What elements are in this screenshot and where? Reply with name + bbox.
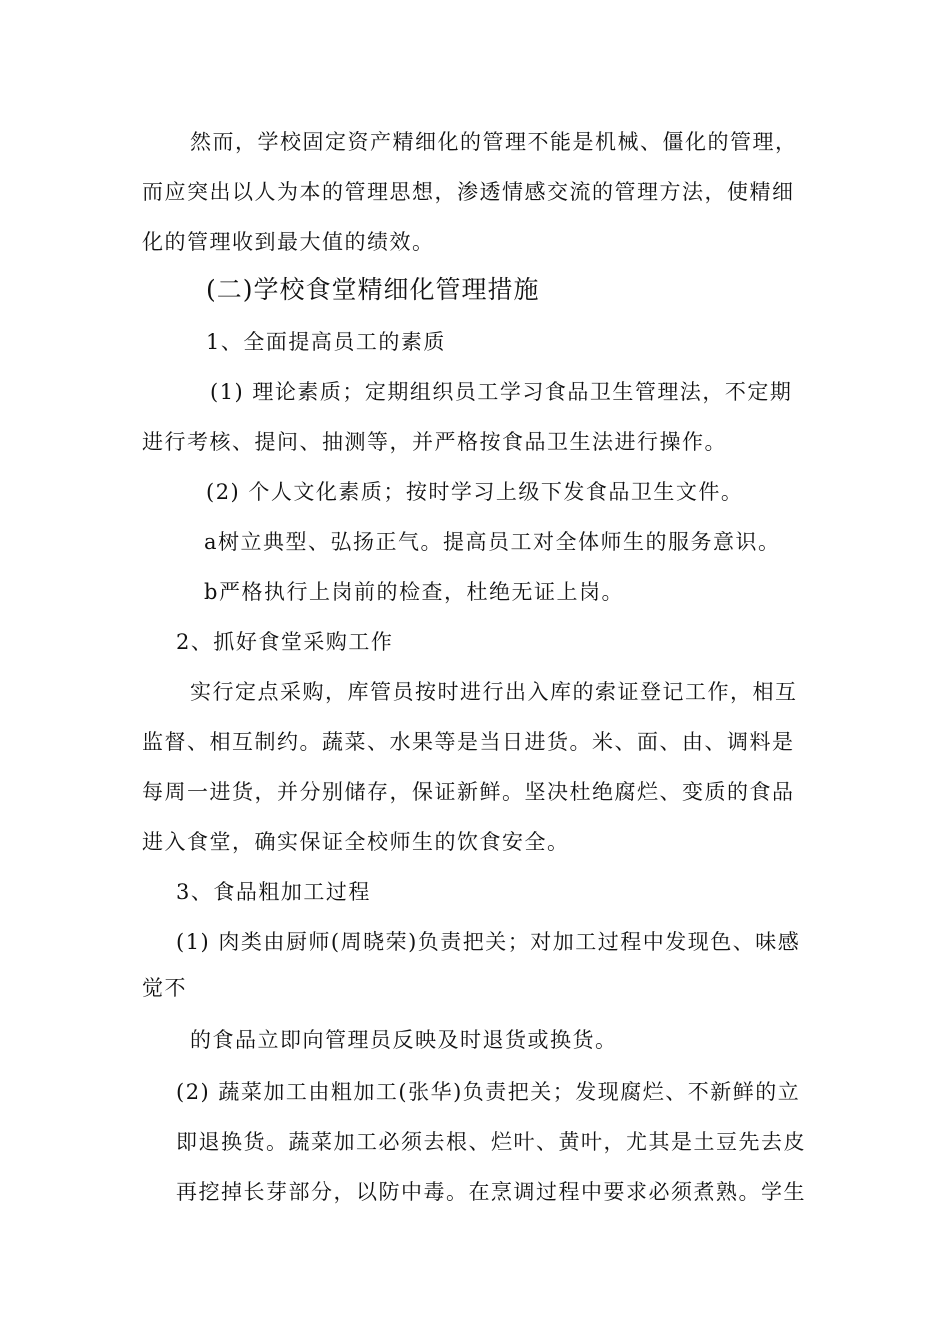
paragraph-line: 每周一进货，并分别储存，保证新鲜。坚决杜绝腐烂、变质的食品 <box>142 780 795 804</box>
paragraph-line: (2) 蔬菜加工由粗加工(张华)负责把关；发现腐烂、不新鲜的立 <box>176 1080 801 1104</box>
subsection-heading: 2、抓好食堂采购工作 <box>176 630 394 654</box>
paragraph-line: 觉不 <box>142 976 187 1000</box>
paragraph-line: 再挖掉长芽部分，以防中毒。在烹调过程中要求必须煮熟。学生 <box>176 1180 806 1204</box>
paragraph-line: (1) 理论素质；定期组织员工学习食品卫生管理法，不定期 <box>210 380 793 404</box>
section-heading: (二)学校食堂精细化管理措施 <box>206 275 540 304</box>
paragraph-line: 化的管理收到最大值的绩效。 <box>142 230 435 254</box>
paragraph-line: 然而，学校固定资产精细化的管理不能是机械、僵化的管理， <box>190 130 798 154</box>
paragraph-line: 实行定点采购，库管员按时进行出入库的索证登记工作，相互 <box>190 680 798 704</box>
paragraph-line: 而应突出以人为本的管理思想，渗透情感交流的管理方法，使精细 <box>142 180 795 204</box>
paragraph-line: 进入食堂，确实保证全校师生的饮食安全。 <box>142 830 570 854</box>
paragraph-line: 即退换货。蔬菜加工必须去根、烂叶、黄叶，尤其是土豆先去皮 <box>176 1130 806 1154</box>
paragraph-line: 的食品立即向管理员反映及时退货或换货。 <box>190 1028 618 1052</box>
subsection-heading: 3、食品粗加工过程 <box>176 880 371 904</box>
paragraph-line: (1) 肉类由厨师(周晓荣)负责把关；对加工过程中发现色、味感 <box>176 930 801 954</box>
paragraph-line: 进行考核、提问、抽测等，并严格按食品卫生法进行操作。 <box>142 430 727 454</box>
paragraph-line: a树立典型、弘扬正气。提高员工对全体师生的服务意识。 <box>204 530 781 554</box>
paragraph-line: 监督、相互制约。蔬菜、水果等是当日进货。米、面、由、调料是 <box>142 730 795 754</box>
paragraph-line: (2) 个人文化素质；按时学习上级下发食品卫生文件。 <box>206 480 744 504</box>
subsection-heading: 1、全面提高员工的素质 <box>206 330 446 354</box>
paragraph-line: b严格执行上岗前的检查，杜绝无证上岗。 <box>204 580 624 604</box>
